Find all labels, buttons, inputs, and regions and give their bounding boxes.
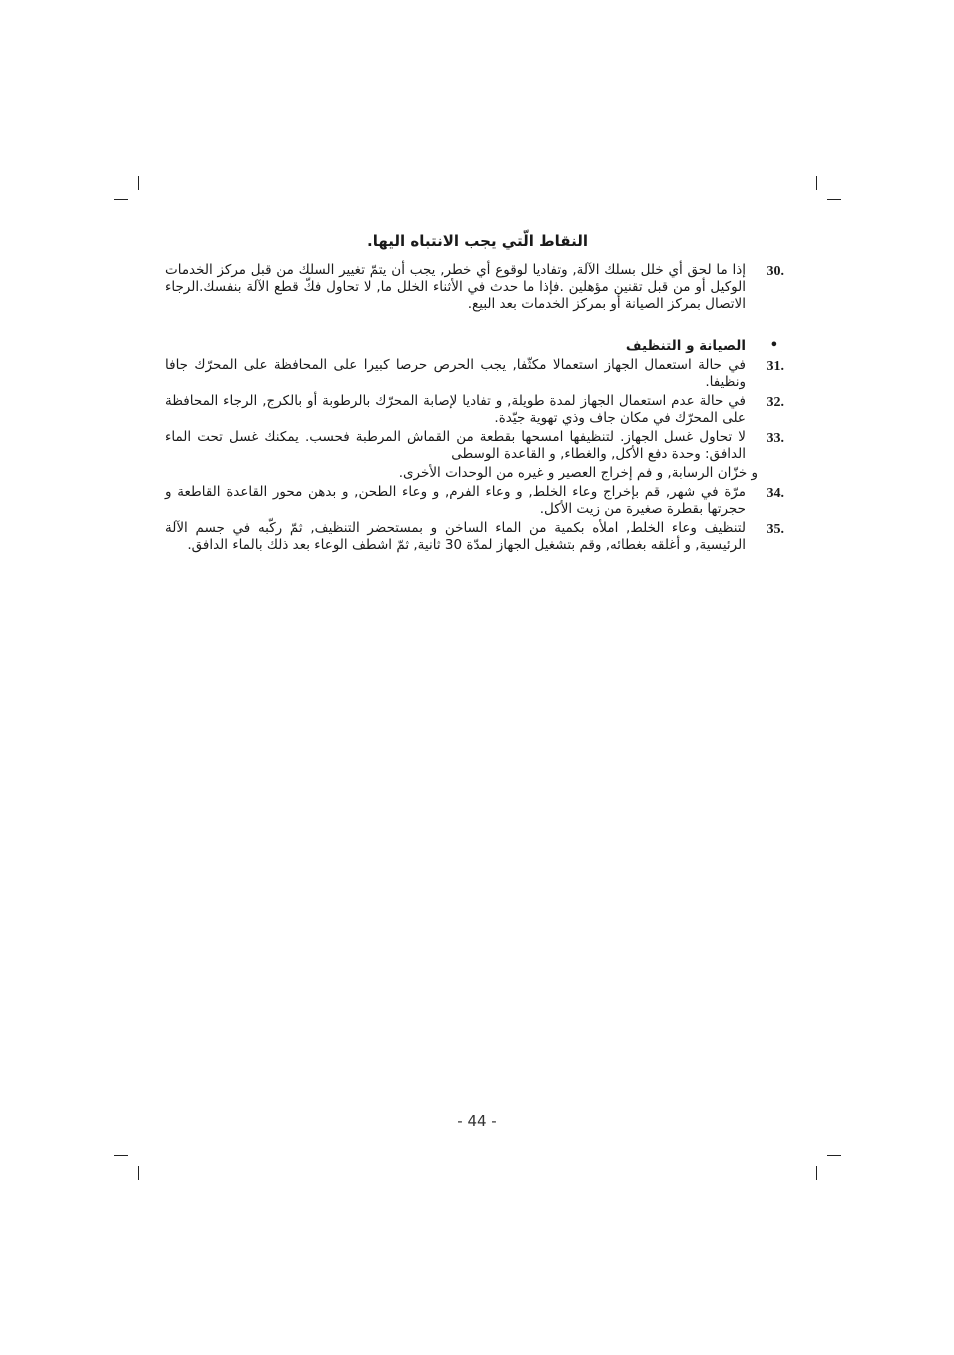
section-heading bbox=[165, 337, 790, 355]
item-number: 31. bbox=[766, 359, 784, 374]
item-number: 33. bbox=[766, 431, 784, 446]
bullet-icon: • bbox=[769, 338, 778, 353]
list-item-31 bbox=[165, 357, 790, 391]
list-item-32 bbox=[165, 393, 790, 427]
crop-mark-bottom-right-horizontal bbox=[827, 1155, 841, 1156]
crop-mark-top-left-vertical bbox=[138, 176, 139, 190]
crop-mark-top-right-horizontal bbox=[827, 199, 841, 200]
section-heading-text: الصيانة و التنظيف bbox=[625, 338, 746, 354]
item-number: 35. bbox=[766, 522, 784, 537]
list-item-34 bbox=[165, 484, 790, 518]
list-item-33-continuation: و خزّان الرسابة, و فم إخراج العصير و غيره من الوحدات الأخرى. bbox=[398, 465, 758, 481]
crop-mark-top-left-horizontal bbox=[114, 199, 128, 200]
crop-mark-bottom-left-horizontal bbox=[114, 1155, 128, 1156]
crop-mark-bottom-right-vertical bbox=[816, 1166, 817, 1180]
item-number: 32. bbox=[766, 395, 784, 410]
list-item-33 bbox=[165, 429, 790, 463]
item-text: مرّة في شهر, قم بإخراج وعاء الخلط, و وعاء الفرم, و وعاء الطحن, و بدهن محور القاعدة القاطعة و حجرتها بقطرة صغيرة من زيت الأكل. bbox=[165, 484, 746, 517]
crop-mark-bottom-left-vertical bbox=[138, 1166, 139, 1180]
item-text: في حالة استعمال الجهاز استعمالا مكثّفا, يجب الحرص حرصا كبيرا على المحافظة على المحرّك جافا ونظيفا. bbox=[165, 357, 746, 390]
crop-mark-top-right-vertical bbox=[816, 176, 817, 190]
list-item-35 bbox=[165, 520, 790, 554]
item-number: 34. bbox=[766, 486, 784, 501]
list-item-30 bbox=[165, 262, 790, 313]
item-text: إذا ما لحق أي خلل بسلك الآلة, وتفاديا لوقوع أي خطر, يجب أن يتمّ تغيير السلك من قبل مركز الخدمات الوكيل أو من قبل تقنين مؤهلين .فإذا ما حدث في الأثناء الخلل ما, لا تحاول فكّ قطع الآلة بنفسك.الرجاء الاتصال بمركز الصيانة أو بمركز الخدمات بعد البيع. bbox=[165, 262, 746, 312]
page-number: - 44 - bbox=[457, 1112, 497, 1130]
item-number: 30. bbox=[766, 264, 784, 279]
item-text: لا تحاول غسل الجهاز. لتنظيفها امسحها بقطعة من القماش المرطبة فحسب. يمكنك غسل تحت الماء الدافق: وحدة دفع الأكل, والغطاء, و القاعدة الوسطى bbox=[165, 429, 746, 462]
item-text: في حالة عدم استعمال الجهاز لمدة طويلة, و تفاديا لإصابة المحرّك بالرطوبة أو بالكرج, الرجاء المحافظة على المحرّك في مكان جاف وذي تهوية جيّدة. bbox=[165, 393, 746, 426]
page-title: النقاط الّتي يجب الانتباه اليها. bbox=[367, 232, 588, 250]
item-text: لتنظيف وعاء الخلط, املأه بكمية من الماء الساخن و بمستحضر التنظيف, ثمّ ركّبه في جسم الآلة الرئيسية, و أغلقه بغطائه, وقم بتشغيل الجهاز لمدّة 30 ثانية, ثمّ اشطف الوعاء بعد ذلك بالماء الدافق. bbox=[165, 520, 746, 553]
document-body bbox=[165, 230, 790, 556]
